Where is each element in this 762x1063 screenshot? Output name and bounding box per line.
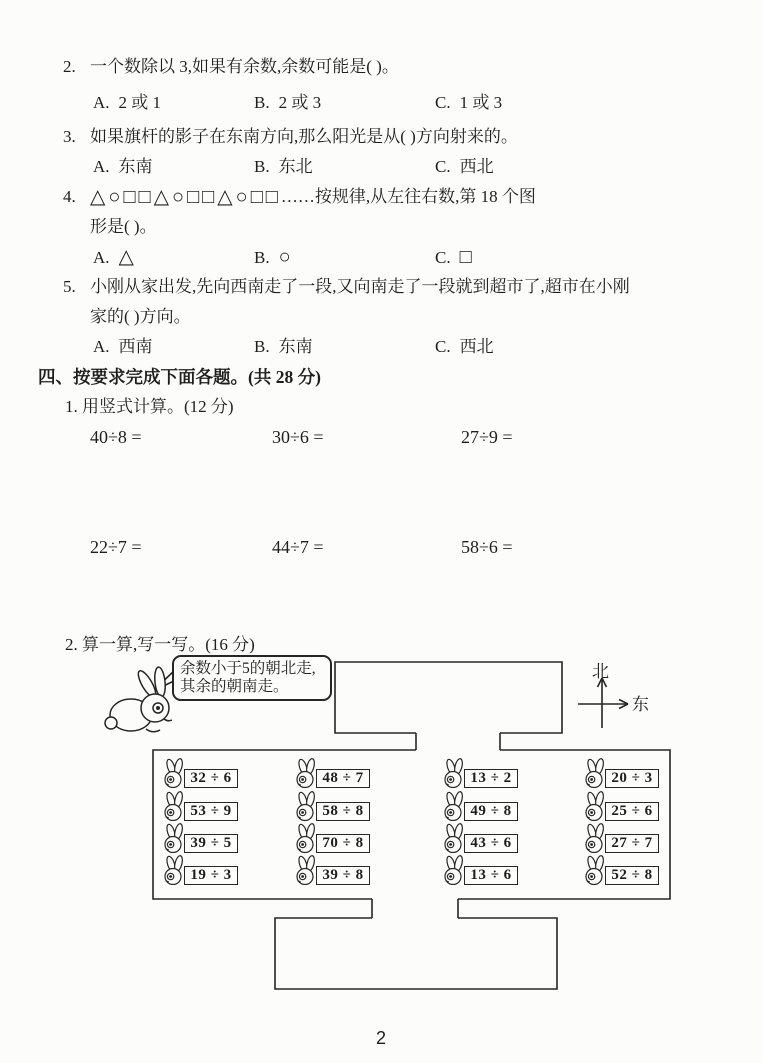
question-text: 小刚从家出发,先向西南走了一段,又向南走了一段就到超市了,超市在小刚 [90, 277, 630, 296]
option-a [93, 242, 254, 273]
problem-box: 25 ÷ 6 [605, 802, 659, 821]
question-4-line [38, 182, 728, 212]
option-label: A. [93, 157, 110, 176]
option-text: 东南 [278, 337, 313, 356]
speech-bubble [172, 655, 332, 701]
question-4-options [38, 242, 728, 272]
option-text: 西南 [118, 337, 153, 356]
question-2-options [38, 88, 728, 118]
option-label: C. [435, 93, 451, 112]
option-label: B. [254, 337, 270, 356]
problem-cell [583, 823, 659, 853]
rabbit-head-icon [294, 758, 318, 788]
rabbit-icon [105, 667, 172, 732]
problem-column-3 [442, 756, 518, 885]
problem-box: 43 ÷ 6 [464, 834, 518, 853]
question-text: 家的( )方向。 [90, 307, 191, 326]
option-text: 西北 [459, 157, 494, 176]
problem-box: 13 ÷ 6 [464, 866, 518, 885]
rabbit-head-icon [583, 758, 607, 788]
option-text: 2 或 3 [278, 93, 322, 112]
problem-cell [162, 791, 238, 821]
rabbit-head-icon [583, 791, 607, 821]
north-pen [335, 662, 562, 750]
option-b [254, 88, 435, 118]
option-label: B. [254, 157, 270, 176]
option-text: 2 或 1 [118, 93, 162, 112]
problem-box: 58 ÷ 8 [316, 802, 370, 821]
problem-column-4 [583, 756, 659, 885]
problem-box: 19 ÷ 3 [184, 866, 238, 885]
rabbit-head-icon [442, 855, 466, 885]
problem-box: 39 ÷ 5 [184, 834, 238, 853]
problem-box: 53 ÷ 9 [184, 802, 238, 821]
question-text: 一个数除以 3,如果有余数,余数可能是( )。 [90, 57, 399, 76]
north-label: 北 [592, 662, 609, 681]
problem-cell [294, 855, 370, 885]
problem-box: 13 ÷ 2 [464, 769, 518, 788]
division-expression: 44÷7 = [272, 537, 324, 557]
compass-icon [578, 678, 628, 728]
option-a [93, 152, 254, 182]
problem-cell [162, 758, 238, 788]
option-text: 东北 [278, 157, 313, 176]
division-expression: 30÷6 = [272, 427, 324, 447]
option-a [93, 332, 254, 362]
problem-cell [442, 791, 518, 821]
question-flow [38, 52, 728, 660]
shape-sequence: △○□□△○□□△○□□ [90, 186, 281, 208]
bubble-line-1: 余数小于5的朝北走, [180, 660, 316, 677]
division-expression: 27÷9 = [461, 427, 513, 447]
question-number: 5. [63, 277, 76, 296]
option-c [435, 88, 502, 118]
bubble-line-2: 其余的朝南走。 [180, 678, 289, 695]
division-expression: 22÷7 = [90, 537, 142, 557]
rabbit-head-icon [583, 855, 607, 885]
rabbit-head-icon [294, 791, 318, 821]
problem-cell [442, 758, 518, 788]
rabbit-head-icon [442, 791, 466, 821]
question-5-line [38, 272, 728, 302]
option-a [93, 88, 254, 118]
problem-column-1 [162, 756, 238, 885]
section-four-heading: 四、按要求完成下面各题。(共 28 分) [38, 367, 321, 387]
option-label: B. [254, 248, 270, 267]
circle-shape-icon: ○ [278, 246, 291, 268]
part1-title: 1. 用竖式计算。(12 分) [65, 397, 234, 416]
sorting-diagram [0, 648, 762, 1008]
south-pen [275, 918, 557, 989]
problem-box: 39 ÷ 8 [316, 866, 370, 885]
problem-cell [294, 823, 370, 853]
option-c [435, 242, 472, 273]
problem-cell [442, 855, 518, 885]
option-b [254, 332, 435, 362]
question-3-options [38, 152, 728, 182]
question-text: 如果旗杆的影子在东南方向,那么阳光是从( )方向射来的。 [90, 127, 518, 146]
option-text: 东南 [118, 157, 153, 176]
problem-column-2 [294, 756, 370, 885]
rabbit-head-icon [442, 823, 466, 853]
option-b [254, 152, 435, 182]
option-label: B. [254, 93, 270, 112]
option-label: A. [93, 248, 110, 267]
option-c [435, 332, 494, 362]
question-text: 形是( )。 [90, 217, 157, 236]
problem-cell [294, 758, 370, 788]
problem-cell [583, 791, 659, 821]
rabbit-head-icon [162, 855, 186, 885]
question-5-line2 [38, 302, 728, 332]
problem-box: 48 ÷ 7 [316, 769, 370, 788]
question-number: 2. [63, 57, 76, 76]
question-5-options [38, 332, 728, 362]
rabbit-head-icon [294, 823, 318, 853]
problem-cell [442, 823, 518, 853]
calc-row-1 [38, 422, 728, 452]
problem-box: 49 ÷ 8 [464, 802, 518, 821]
problem-cell [583, 855, 659, 885]
rabbit-head-icon [583, 823, 607, 853]
problem-box: 70 ÷ 8 [316, 834, 370, 853]
problem-cell [162, 823, 238, 853]
option-label: A. [93, 93, 110, 112]
rabbit-head-icon [162, 791, 186, 821]
question-4-line2 [38, 212, 728, 242]
option-label: C. [435, 157, 451, 176]
option-text: 1 或 3 [459, 93, 503, 112]
rabbit-head-icon [162, 823, 186, 853]
option-b [254, 242, 435, 273]
square-shape-icon: □ [459, 246, 472, 268]
calc-row-2 [38, 532, 728, 562]
problem-cell [162, 855, 238, 885]
problem-box: 52 ÷ 8 [605, 866, 659, 885]
option-label: C. [435, 248, 451, 267]
option-label: A. [93, 337, 110, 356]
problem-box: 27 ÷ 7 [605, 834, 659, 853]
rabbit-head-icon [294, 855, 318, 885]
problem-cell [294, 791, 370, 821]
rabbit-head-icon [162, 758, 186, 788]
option-label: C. [435, 337, 451, 356]
question-2-line [38, 52, 728, 82]
problem-box: 20 ÷ 3 [605, 769, 659, 788]
option-text: 西北 [459, 337, 494, 356]
division-expression: 40÷8 = [90, 427, 142, 447]
question-text: ……按规律,从左往右数,第 18 个图 [280, 187, 536, 206]
triangle-shape-icon: △ [118, 246, 134, 268]
problem-box: 32 ÷ 6 [184, 769, 238, 788]
part2-title: 2. 算一算,写一写。(16 分) [65, 635, 255, 654]
question-number: 3. [63, 127, 76, 146]
division-expression: 58÷6 = [461, 537, 513, 557]
rabbit-head-icon [442, 758, 466, 788]
option-c [435, 152, 494, 182]
question-number: 4. [63, 187, 76, 206]
page-number: 2 [375, 1028, 386, 1048]
question-3-line [38, 122, 728, 152]
east-label: 东 [632, 695, 649, 714]
problem-cell [583, 758, 659, 788]
